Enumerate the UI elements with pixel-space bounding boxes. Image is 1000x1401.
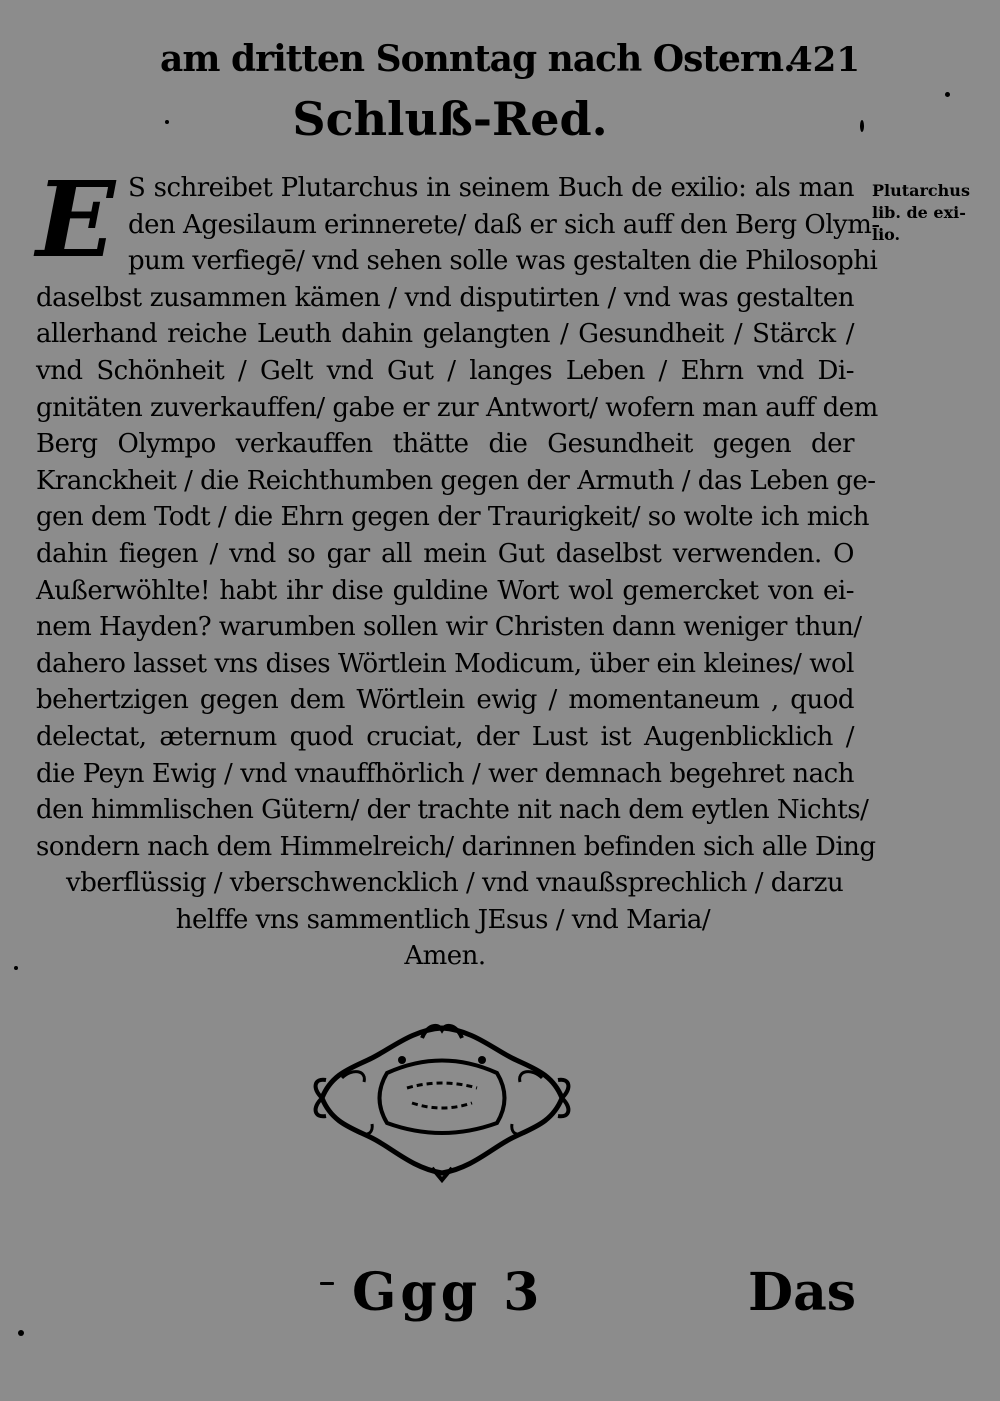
text-line: Außerwöhlte! habt ihr dise guldine Wort wol gemercket von ei-	[36, 575, 854, 606]
text-line: die Peyn Ewig / vnd vnauffhörlich / wer demnach begehret nach	[36, 758, 854, 789]
text-line: dahin fiegen / vnd so gar all mein Gut daselbst verwenden. O	[36, 538, 854, 569]
text-line: den Agesilaum erinnerete/ daß er sich auff den Berg Olym-	[128, 209, 880, 240]
text-line: Berg Olympo verkauffen thätte die Gesundheit gegen der	[36, 429, 854, 460]
body-text	[36, 158, 880, 975]
text-line: den himmlischen Gütern/ der trachte nit nach dem eytlen Nichts/	[36, 795, 869, 826]
text-line: nem Hayden? warumben sollen wir Christen dann weniger thun/	[36, 612, 862, 643]
text-line: daselbst zusammen kämen / vnd disputirten / vnd was gestalten	[36, 282, 854, 313]
text-line: gen dem Todt / die Ehrn gegen der Traurigkeit/ so wolte ich mich	[36, 502, 869, 533]
text-line: vnd Schönheit / Gelt vnd Gut / langes Leben / Ehrn vnd Di-	[36, 355, 854, 386]
text-line: S schreibet Plutarchus in seinem Buch de exilio: als man	[128, 173, 854, 203]
text-line: behertzigen gegen dem Wörtlein ewig / momentaneum , quod	[36, 685, 854, 716]
text-line: Amen.	[404, 941, 486, 972]
section-title: Schluß-Red.	[292, 92, 608, 146]
marginal-note	[872, 180, 992, 246]
text-line: helffe vns sammentlich JEsus / vnd Maria/	[175, 904, 711, 935]
text-line: dahero lasset vns dises Wörtlein Modicum, über ein kleines/ wol	[36, 648, 854, 679]
drop-cap: E	[36, 158, 116, 281]
print-speck	[320, 1282, 334, 1285]
print-speck	[18, 1330, 24, 1336]
text-line: delectat, æternum quod cruciat, der Lust ist Augenblicklich /	[36, 721, 854, 752]
signature-mark: Ggg 3	[352, 1262, 544, 1323]
marginal-note-line: Plutarchus	[872, 181, 970, 200]
page-number: 421	[789, 40, 860, 80]
marginal-note-line: lib. de exi-	[872, 203, 966, 222]
text-line: gnitäten zuverkauffen/ gabe er zur Antwort/ wofern man auff dem	[36, 392, 878, 423]
text-line: Kranckheit / die Reichthumben gegen der Armuth / das Leben ge-	[36, 465, 876, 496]
print-speck	[945, 92, 950, 97]
tailpiece-ornament	[312, 1018, 572, 1183]
marginal-note-line: lio.	[872, 225, 901, 244]
text-line: allerhand reiche Leuth dahin gelangten / Gesundheit / Stärck /	[36, 319, 854, 350]
text-line: pum verfiegē/ vnd sehen solle was gestalten die Philosophi	[128, 246, 878, 277]
text-line: vberflüssig / vberschwencklich / vnd vnaußsprechlich / darzu	[66, 868, 844, 899]
print-speck	[165, 120, 169, 124]
catchword: Das	[748, 1262, 857, 1323]
page-header	[160, 38, 860, 88]
text-line: sondern nach dem Himmelreich/ darinnen befinden sich alle Ding	[36, 831, 876, 862]
running-title: am dritten Sonntag nach Ostern.	[160, 38, 795, 80]
print-speck	[14, 966, 18, 970]
print-speck	[860, 120, 864, 132]
